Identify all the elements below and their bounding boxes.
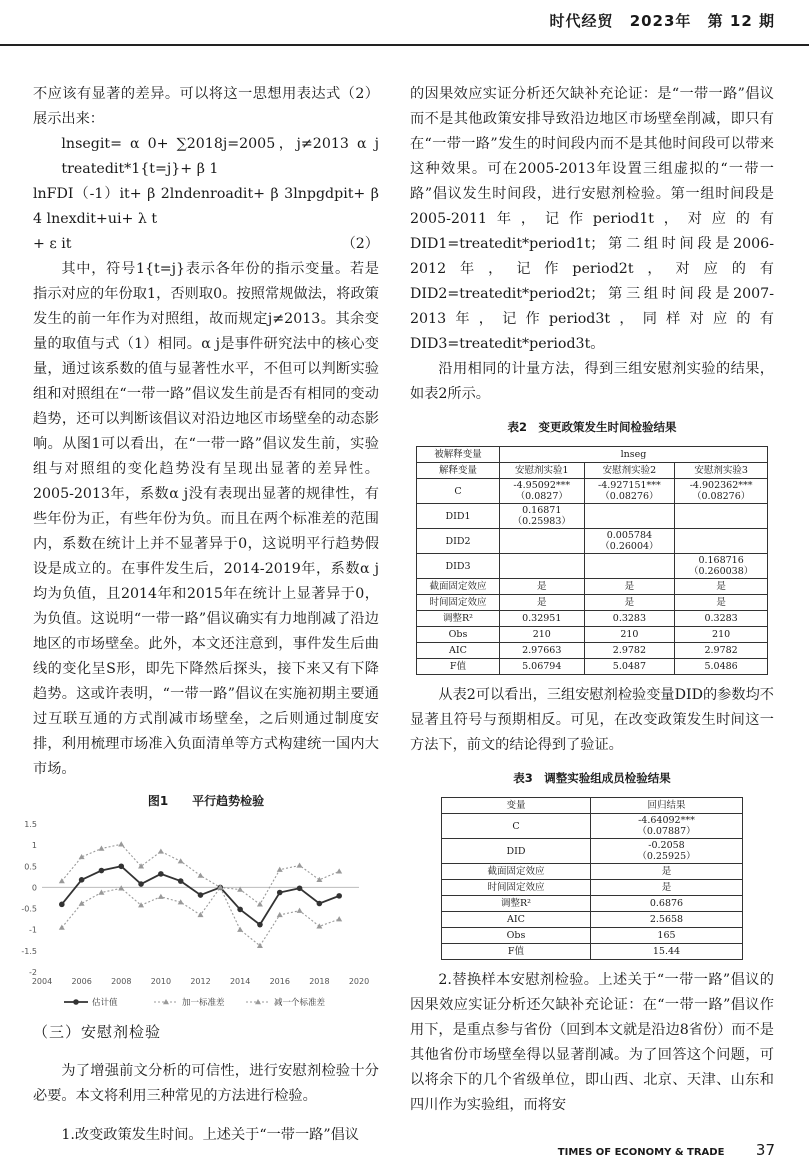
table-cell: 0.168716 （0.260038） [675,554,768,579]
section-placebo [33,1020,379,1163]
paragraph: 从表2可以看出，三组安慰剂检验变量DID的参数均不显著且符号与预期相反。可见，在改变政策发生时间这一方法下，前文的结论得到了验证。 [410,687,774,753]
formula-line: lnsegit= α 0+ ∑2018j=2005，j≠2013 α j treatedit*1{t=j}+ β 1 [61,136,379,177]
x-tick-label: 2004 [31,977,53,986]
column-header: 安慰剂实验1 [499,463,584,479]
data-point [277,890,283,896]
row-label: 调整R² [417,611,500,627]
table-row [442,880,743,896]
table-row [417,504,768,529]
parallel-trend-chart [14,812,380,1012]
table-cell [675,529,768,554]
data-point [79,900,85,905]
table-cell: 是 [675,595,768,611]
column-header: 安慰剂实验3 [675,463,768,479]
row-label: 调整R² [442,896,591,912]
table-cell: 5.06794 [499,659,584,675]
row-label: DID3 [417,554,500,579]
data-point [277,912,283,917]
x-tick-label: 2016 [269,977,290,986]
legend-label: 估计值 [92,998,118,1008]
row-label: 时间固定效应 [417,595,500,611]
data-point [277,867,283,872]
data-point [317,901,323,907]
data-point [336,916,342,921]
table-cell [584,554,675,579]
row-label: Obs [442,928,591,944]
data-point [79,877,85,883]
table-row [442,944,743,960]
row-label: AIC [417,643,500,659]
section-heading: （三）安慰剂检验 [33,1023,162,1041]
y-tick-label: -1 [29,925,37,935]
table-row [417,447,768,463]
paragraph: 为了增强前文分析的可信性，进行安慰剂检验十分必要。本文将利用三种常见的方法进行检验。 [33,1063,379,1105]
y-tick-label: -0.5 [21,904,37,914]
table-cell: 210 [584,627,675,643]
data-point [118,863,124,869]
table-cell [584,504,675,529]
table-row [417,463,768,479]
row-label: Obs [417,627,500,643]
paragraph: 沿用相同的计量方法，得到三组安慰剂实验的结果，如表2所示。 [410,361,774,402]
row-label: F值 [417,659,500,675]
table-cell: 2.9782 [584,643,675,659]
legend-label: 减一个标准差 [274,998,326,1008]
dep-label: 被解释变量 [417,447,500,463]
data-point [138,881,144,887]
table-cell [499,529,584,554]
table-cell: 是 [675,579,768,595]
data-point [98,846,104,851]
table-row [417,627,768,643]
formula-tail: + ε it [33,236,72,252]
data-point [297,862,303,867]
table2-title: 表2 变更政策发生时间检验结果 [507,420,677,434]
table-cell: 165 [590,928,742,944]
row-label: 截面固定效应 [442,864,591,880]
figure-title: 图1 平行趋势检验 [147,794,265,808]
data-point [99,868,105,874]
x-tick-label: 2010 [150,977,172,986]
y-tick-label: 0 [31,883,37,893]
x-tick-label: 2008 [111,977,132,986]
table-cell: 0.32951 [499,611,584,627]
paragraph: 1.改变政策发生时间。上述关于“一带一路”倡议 [61,1127,359,1144]
x-tick-label: 2014 [229,977,251,986]
table-cell: 0.005784 （0.26004） [584,529,675,554]
table2 [416,446,768,675]
row-label: DID2 [417,529,500,554]
column-header: 解释变量 [417,463,500,479]
data-point [237,927,243,932]
table-row [417,611,768,627]
table-row [417,595,768,611]
page-number: 37 [755,1141,775,1159]
table-cell: 0.3283 [675,611,768,627]
table-cell: 是 [584,595,675,611]
y-tick-label: 1 [31,841,37,851]
column-header: 回归结果 [590,798,742,814]
paragraph: 其中，符号1{t=j}表示各年份的指示变量。若是指示对应的年份取1，否则取0。按照常规做法，将政策发生的前一年作为对照组，故而规定j≠2013。其余变量的取值与式（1）相同。α j是事件研究法中的核心变量，通过该系数的值与显著性水平，不但可以判断实验组和对照组在“一带一路”倡议发生前是否有相同的变动趋势，还可以判断该倡议对沿边地区市场壁垒的动态影响。从图1可以看出，在“一带一路”倡议发生前，实验组与对照组的变化趋势没有呈现出显著的差异性。2005-2013年，系数α j没有表现出显著的规律性，有些年份为正，有些年份为负。而且在两个标准差的范围内，系数在统计上并不显著异于0，这说明平行趋势假设是成立的。在事件发生后，2014-2019年，系数α j均为负值，且2014年和2015年在统计上显著异于0，为负值。这说明“一带一路”倡议确实有力地削减了沿边地区的市场壁垒。此外，本文还注意到，事件发生后曲线的变化呈S形，即先下降然后探头，接下来又有下降趋势。这或许表明，“一带一路”倡议在实施初期主要通过互联互通的方式削减市场壁垒，之后则通过制度安排，利用梳理市场准入负面清单等方式构建统一国内大市场。 [33,261,379,777]
data-point [198,873,204,878]
paragraph: 的因果效应实证分析还欠缺补充论证：是“一带一路”倡议而不是其他政策安排导致沿边地区市场壁垒削减，即只有在“一带一路”发生的时间段内而不是其他时间段可以带来这种效果。可在2005-2013年设置三组虚拟的“一带一路”倡议发生时间段，进行安慰剂检验。第一组时间段是2005-2011年，记作period1t，对应的有DID1=treatedit*period1t；第二组时间段是2006-2012年，记作period2t，对应的有DID2=treatedit*period2t；第三组时间段是2007-2013年，记作period3t，同样对应的有DID3=treatedit*period3t。 [410,86,774,352]
table-row [417,659,768,675]
table-row [417,529,768,554]
y-tick-label: 0.5 [24,862,37,872]
table-cell: 0.3283 [584,611,675,627]
y-tick-label: -2 [29,968,37,977]
table-row [442,928,743,944]
data-point [297,908,303,913]
journal-name: TIMES OF ECONOMY & TRADE [557,1147,725,1158]
table-cell: 是 [499,579,584,595]
x-tick-label: 2020 [348,977,370,986]
table-cell: 5.0486 [675,659,768,675]
legend-label: 加一标准差 [182,998,225,1008]
paragraph: 不应该有显著的差异。可以将这一思想用表达式（2）展示出来： [33,86,379,127]
table-cell: 15.44 [590,944,742,960]
x-tick-label: 2012 [190,977,211,986]
table-row [442,798,743,814]
table-row [442,814,743,839]
magazine-info [539,10,775,31]
table-cell: -4.95092*** （0.0827） [499,479,584,504]
data-point [178,878,184,884]
table-cell: -4.902362*** （0.08276） [675,479,768,504]
table-cell: 是 [584,579,675,595]
table-row [442,896,743,912]
table-cell: 是 [590,880,742,896]
row-label: C [417,479,500,504]
table-row [442,912,743,928]
data-point [336,893,342,899]
issue-number: 第 12 期 [707,12,775,30]
formula-number: （2） [341,236,379,252]
column-header: 变量 [442,798,591,814]
table-cell: 0.6876 [590,896,742,912]
table-row [417,554,768,579]
row-label: F值 [442,944,591,960]
page-footer [558,1141,775,1159]
dep-value: lnseg [499,447,767,463]
table3 [441,797,743,960]
x-tick-label: 2006 [71,977,92,986]
table-cell [499,554,584,579]
magazine-name: 时代经贸 [549,12,614,30]
data-point [198,892,204,898]
page-header [0,0,809,46]
data-point [59,878,65,883]
column-header: 安慰剂实验2 [584,463,675,479]
table-cell: -4.64092*** （0.07887） [590,814,742,839]
y-tick-label: -1.5 [21,946,37,956]
table-cell: -0.2058 （0.25925） [590,839,742,864]
row-label: DID [442,839,591,864]
table-cell [675,504,768,529]
table3-title: 表3 调整实验组成员检验结果 [513,771,671,785]
data-point [336,868,342,873]
legend-marker [73,999,79,1005]
issue-year: 2023年 [629,12,692,30]
table-cell: 210 [675,627,768,643]
data-point [297,885,303,891]
table-row [442,864,743,880]
data-point [158,871,164,877]
data-point [178,858,184,863]
data-point [158,848,164,853]
formula-line [33,232,379,257]
table-row [417,479,768,504]
row-label: AIC [442,912,591,928]
row-label: C [442,814,591,839]
y-tick-label: 1.5 [24,820,37,829]
x-tick-label: 2018 [309,977,330,986]
table-cell: 5.0487 [584,659,675,675]
table-row [417,579,768,595]
table-cell: 210 [499,627,584,643]
row-label: 时间固定效应 [442,880,591,896]
table-cell: 0.16871 （0.25983） [499,504,584,529]
row-label: DID1 [417,504,500,529]
data-point [158,894,164,899]
paragraph: 2.替换样本安慰剂检验。上述关于“一带一路”倡议的因果效应实证分析还欠缺补充论证：在“一带一路”倡议作用下，是重点参与省份（回到本文就是沿边8省份）而不是其他省份市场壁垒得以显著削减。为了回答这个问题，可以将余下的几个省级单位，即山西、北京、天津、山东和四川作为实验组，而将安 [410,972,774,1113]
data-point [59,902,65,908]
table-cell: 是 [590,864,742,880]
table-cell: 2.5658 [590,912,742,928]
data-point [59,925,65,930]
table-cell: 是 [499,595,584,611]
table-cell: -4.927151*** （0.08276） [584,479,675,504]
data-point [118,841,124,846]
data-point [98,890,104,895]
left-column [33,82,379,782]
right-column [410,82,774,1118]
data-point [257,922,263,928]
table-row [442,839,743,864]
table-cell: 2.97663 [499,643,584,659]
table-row [417,643,768,659]
table-cell: 2.9782 [675,643,768,659]
data-point [237,907,243,913]
row-label: 截面固定效应 [417,579,500,595]
data-point [257,901,263,906]
formula-line: lnFDI（-1）it+ β 2lndenroadit+ β 3lnpgdpit+ β 4 lnexdit+ui+ λ t [33,186,379,227]
